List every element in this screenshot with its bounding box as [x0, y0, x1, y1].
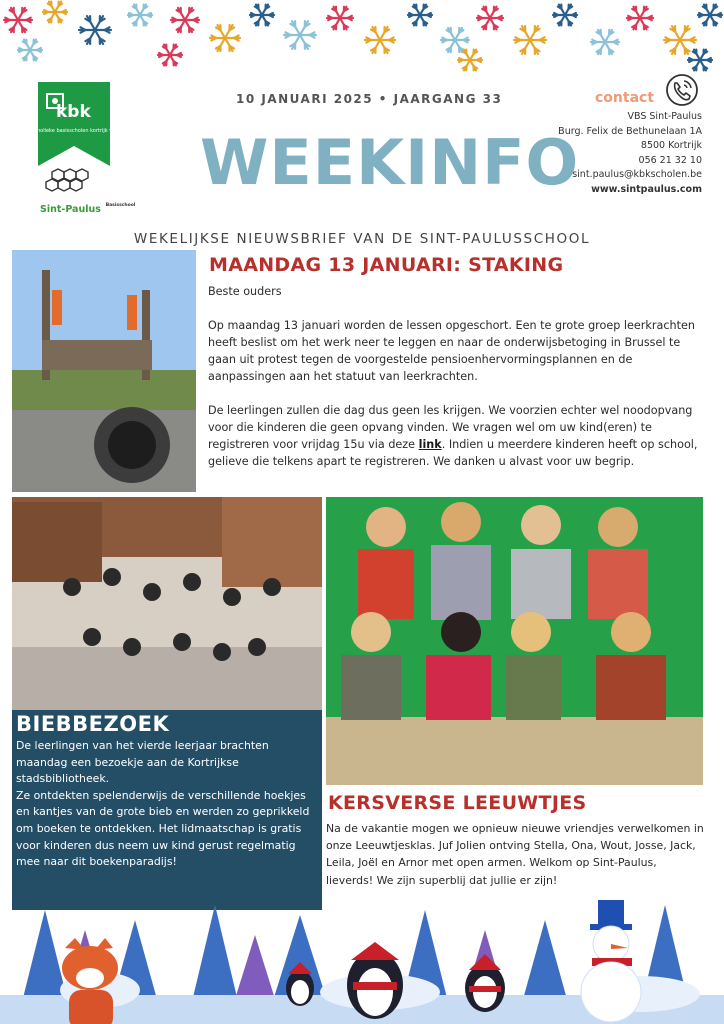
phone-icon	[662, 70, 702, 110]
logo-school-name	[40, 203, 135, 215]
staking-article	[208, 283, 704, 487]
contact-line: Burg. Felix de Bethunelaan 1A	[558, 125, 702, 137]
snowflake-icon	[79, 16, 111, 44]
snowflake-icon	[43, 2, 67, 23]
snowflake-icon	[441, 28, 469, 52]
snowflake-icon	[664, 26, 696, 54]
staking-title: MAANDAG 13 JANUARI: STAKING	[209, 254, 564, 276]
kbk-logo	[29, 82, 119, 166]
snowflake-icon	[688, 50, 712, 71]
contact-block	[540, 110, 702, 197]
registration-link[interactable]: link	[418, 438, 442, 451]
staking-paragraph-text: . Indien u meerdere kinderen heeft op school, gelieve die telkens apart te registreren. We danken u alvast voor uw begrip.	[208, 438, 698, 468]
contact-line: 056 21 32 10	[638, 154, 702, 166]
staking-paragraph	[208, 402, 704, 470]
snowflake-icon	[327, 7, 353, 30]
hexagon-logo-icon	[44, 168, 100, 202]
snowflake-icon	[698, 5, 722, 26]
issue-line: 10 JANUARI 2025 • JAARGANG 33	[236, 92, 503, 106]
logo-brand: kbk	[56, 102, 91, 122]
snowflake-icon	[365, 27, 395, 53]
contact-line: VBS Sint-Paulus	[627, 111, 702, 122]
snowflake-icon	[284, 21, 316, 49]
snowflake-icon	[514, 26, 546, 54]
winter-forest-illustration	[0, 890, 724, 1024]
leeuwtjes-title: KERSVERSE LEEUWTJES	[328, 792, 587, 814]
snowflake-icon	[158, 45, 182, 66]
snowflake-icon	[171, 8, 199, 32]
library-photo	[12, 497, 322, 710]
snowflake-border	[0, 0, 724, 80]
snowflake-icon	[4, 8, 32, 32]
playground-photo	[12, 250, 196, 492]
leeuwtjes-article: Na de vakantie mogen we opnieuw nieuwe vriendjes verwelkomen in onze Leeuwtjesklas. Juf Jolien ontving Stella, Ona, Wout, Josse, Jack, Leila, Joël en Arnor met open armen. Welkom op Sint-Paulus, lieverds! We zijn superblij dat jullie er zijn!	[326, 822, 704, 887]
contact-label: contact	[595, 90, 655, 106]
staking-paragraph-text: De leerlingen zullen die dag dus geen les krijgen. We voorzien echter wel noodopvang voor die kinderen die geen opvang vinden. We vragen wel om uw kind(eren) te registreren voor vrijdag 15u via deze	[208, 404, 693, 451]
biebbezoek-article	[16, 738, 316, 871]
biebbezoek-paragraph: De leerlingen van het vierde leerjaar brachten maandag een bezoekje aan de Kortrijkse stadsbibliotheek.	[16, 739, 269, 786]
snowflake-icon	[627, 7, 653, 30]
snowflake-icon	[18, 40, 42, 61]
snowflake-icon	[128, 5, 152, 26]
biebbezoek-title: BIEBBEZOEK	[16, 712, 170, 736]
logo-school-name-text: Sint-Paulus	[40, 204, 101, 215]
page-subtitle: WEKELIJKSE NIEUWSBRIEF VAN DE SINT-PAULUSSCHOOL	[133, 231, 591, 247]
staking-greeting: Beste ouders	[208, 285, 282, 298]
staking-paragraph: Op maandag 13 januari worden de lessen opgeschort. Een te grote groep leerkrachten heeft beslist om het werk neer te leggen en naar de onderwijsbetoging in Brussel te gaan uit protest tegen de voorgestelde pensioenhervormingsplannen en de aanpassingen aan het statuut van leerkrachten.	[208, 319, 695, 383]
snowflake-icon	[210, 25, 240, 51]
biebbezoek-paragraph: Ze ontdekten spelenderwijs de verschillende hoekjes en kantjes van de grote bieb en werden zo geprikkeld om boeken te ontdekken. Het lidmaatschap is gratis voor kinderen dus neem uw kind gerust regelmatig mee naar dit boekenparadijs!	[16, 788, 310, 869]
page-title: WEEKINFO	[200, 126, 580, 199]
snowflake-icon	[477, 7, 503, 30]
toddlers-photo	[326, 497, 703, 785]
logo-tagline: katholieke basisscholen kortrijk vzw	[29, 128, 119, 134]
snowflake-icon	[250, 5, 274, 26]
snowflake-icon	[553, 5, 577, 26]
snowflake-icon	[408, 5, 432, 26]
contact-website[interactable]: www.sintpaulus.com	[591, 183, 702, 195]
contact-line: 8500 Kortrijk	[640, 140, 702, 151]
contact-email[interactable]: sint.paulus@kbkscholen.be	[572, 169, 702, 180]
snowflake-icon	[591, 30, 619, 54]
logo-school-sub: Basisschool	[105, 203, 136, 208]
